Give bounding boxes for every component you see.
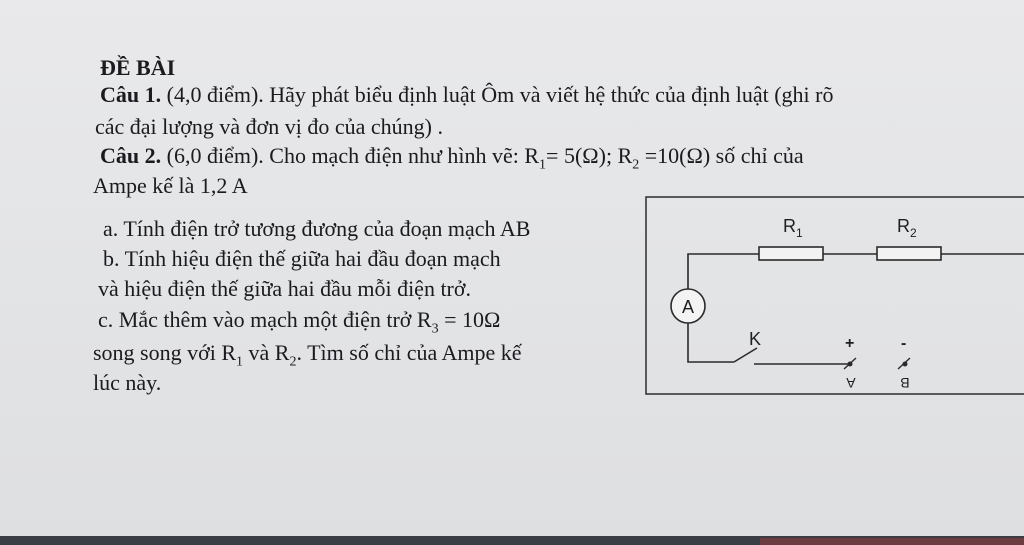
r1-label-sub: 1 bbox=[796, 226, 803, 240]
part-c-value: = 10Ω bbox=[438, 307, 501, 332]
switch-label: K bbox=[749, 329, 762, 349]
part-a: a. Tính điện trở tương đương của đoạn mạch AB bbox=[103, 216, 531, 241]
bottom-accent bbox=[760, 538, 1024, 545]
r1-letter: R bbox=[783, 216, 796, 236]
ammeter-label: A bbox=[681, 297, 695, 317]
part-c-line-1 bbox=[98, 307, 500, 342]
r1-label bbox=[783, 216, 803, 240]
terminal-b-tick bbox=[898, 358, 910, 369]
r2-label-sub: 2 bbox=[910, 226, 917, 240]
part-c-and: và R bbox=[243, 340, 290, 365]
question-2-label: Câu 2. bbox=[100, 143, 162, 168]
part-b-line-1: b. Tính hiệu điện thế giữa hai đầu đoạn mạch bbox=[103, 246, 501, 271]
part-c-text-end: . Tìm số chỉ của Ampe kế bbox=[296, 340, 522, 365]
page-title: ĐỀ BÀI bbox=[100, 55, 176, 80]
circuit-diagram bbox=[645, 196, 1024, 396]
switch-k bbox=[734, 348, 757, 362]
part-b-line-2: và hiệu điện thế giữa hai đầu mỗi điện trở. bbox=[98, 276, 472, 301]
question-1-label: Câu 1. bbox=[100, 82, 162, 107]
question-2-text-end: =10(Ω) số chỉ của bbox=[639, 143, 804, 168]
r2-subscript-c: 2 bbox=[289, 354, 297, 370]
wire-left-bottom bbox=[688, 323, 734, 362]
question-1-text: (4,0 điểm). Hãy phát biểu định luật Ôm và viết hệ thức của định luật (ghi rõ bbox=[161, 82, 834, 107]
question-1-line-1 bbox=[100, 82, 834, 108]
resistor-r1 bbox=[759, 247, 823, 260]
r1-subscript-c: 1 bbox=[236, 354, 244, 370]
resistor-r2 bbox=[877, 247, 941, 260]
part-c-text: c. Mắc thêm vào mạch một điện trở R bbox=[98, 307, 432, 332]
r2-letter: R bbox=[897, 216, 910, 236]
r3-subscript: 3 bbox=[431, 321, 439, 337]
question-1-line-2: các đại lượng và đơn vị đo của chúng) . bbox=[95, 114, 443, 139]
part-c-text-2: song song với R bbox=[93, 340, 237, 365]
terminal-b-label: B bbox=[900, 375, 910, 391]
question-2-text: (6,0 điểm). Cho mạch điện như hình vẽ: R bbox=[161, 143, 540, 168]
plus-sign: + bbox=[845, 335, 855, 352]
r1-subscript: 1 bbox=[539, 157, 547, 173]
question-2-text-mid: = 5(Ω); R bbox=[546, 143, 633, 168]
minus-sign: - bbox=[901, 335, 907, 352]
r2-label bbox=[897, 216, 917, 240]
part-c-line-3: lúc này. bbox=[93, 370, 162, 395]
question-2-line-2: Ampe kế là 1,2 A bbox=[93, 173, 248, 198]
r2-subscript: 2 bbox=[632, 157, 640, 173]
wire-top bbox=[688, 254, 759, 289]
terminal-a-label: A bbox=[846, 375, 856, 391]
